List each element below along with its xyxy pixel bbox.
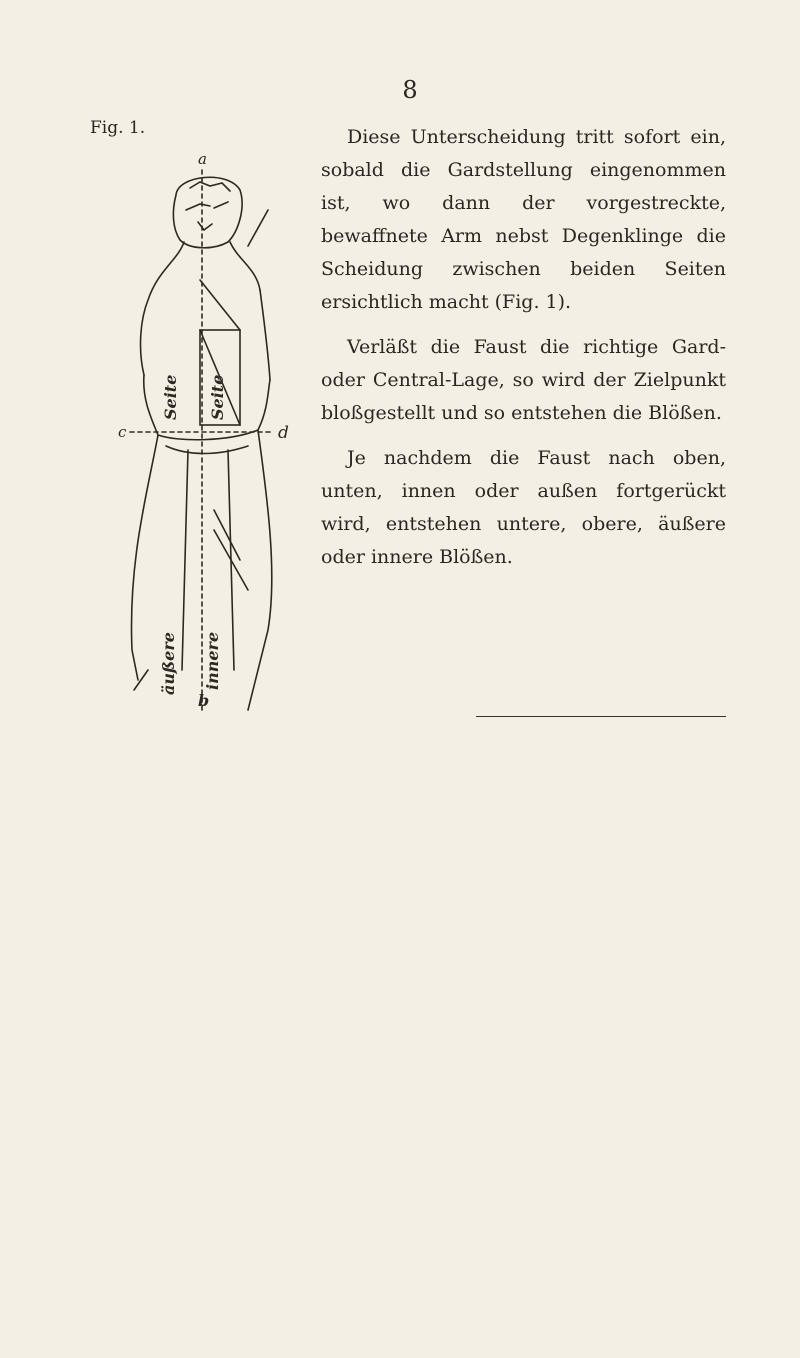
figure-letter-c: c [118,423,127,441]
page-number: 8 [402,76,418,104]
paragraph [321,121,726,319]
figure-word-innere: innere [203,631,222,690]
figure-letter-d: d [278,423,289,443]
paragraph-text: Diese Unterscheidung tritt sofort ein, sobald die Gardstellung eingenommen ist, wo dann der vorgestreckte, bewaffnete Arm nebst Degenklinge die Scheidung zwischen beiden Seiten ersichtlich macht (Fig. 1). [321,126,726,313]
body-text [321,121,726,586]
figure-letter-b: b [198,691,210,710]
figure-label: Fig. 1. [90,118,146,138]
figure-word-seite-right: Seite [208,374,227,420]
paragraph [321,331,726,430]
figure-word-seite-left: Seite [161,374,180,420]
figure-word-aeussere: äußere [159,632,178,695]
fencer-figure-diagram [118,150,298,720]
paragraph-text: Je nachdem die Faust nach oben, unten, innen oder außen fortgerückt wird, entstehen untere, obere, äußere oder innere Blößen. [321,447,726,568]
paragraph [321,442,726,574]
figure-letter-a: a [198,150,207,168]
paragraph-text: Verläßt die Faust die richtige Gard- oder Central-Lage, so wird der Zielpunkt bloßgestellt und so entstehen die Blößen. [321,336,726,424]
section-divider [476,716,726,717]
